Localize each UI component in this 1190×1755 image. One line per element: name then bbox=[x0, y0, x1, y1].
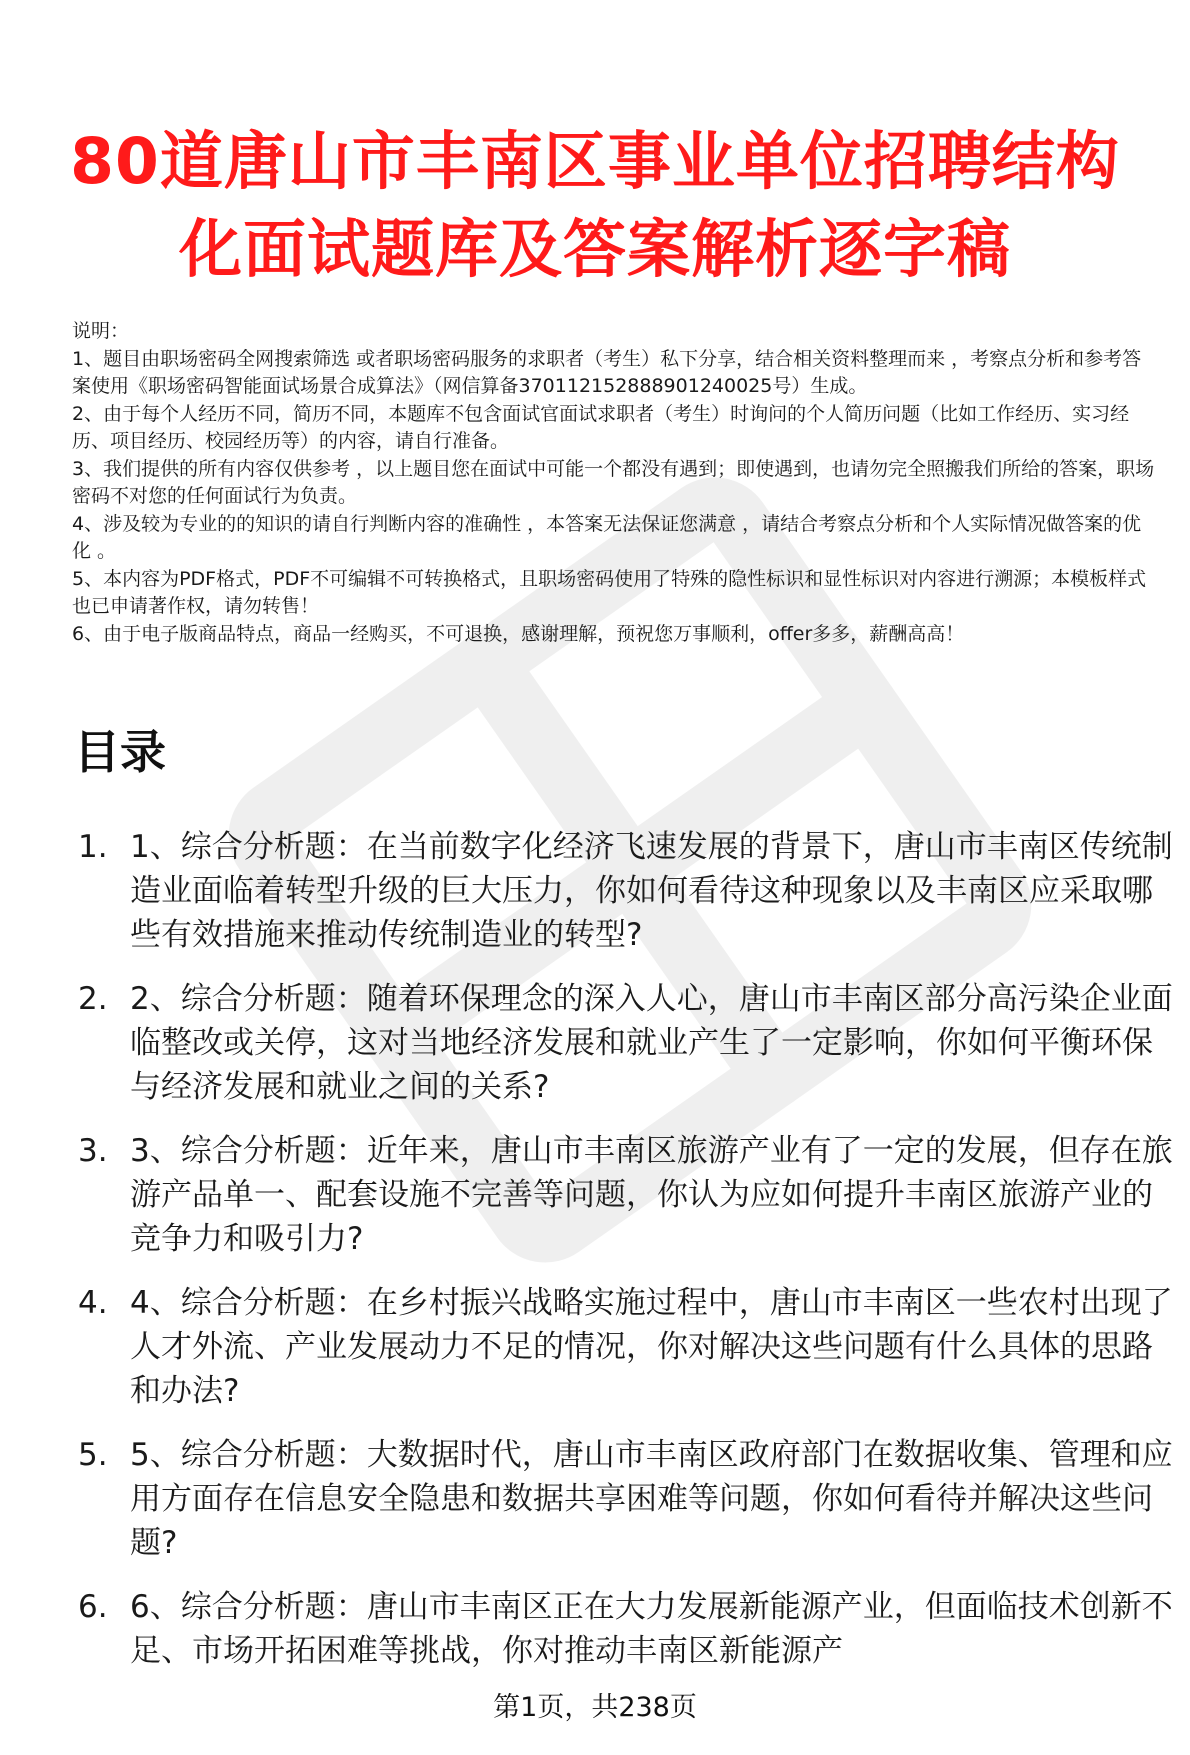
toc-item[interactable] bbox=[74, 825, 1174, 957]
notes-heading: 说明： bbox=[72, 320, 130, 342]
toc-item-text: 3、综合分析题：近年来，唐山市丰南区旅游产业有了一定的发展，但存在旅游产品单一、配套设施不完善等问题，你认为应如何提升丰南区旅游产业的竞争力和吸引力? bbox=[130, 1133, 1173, 1257]
note-item: 1、题目由职场密码全网搜索筛选 或者职场密码服务的求职者（考生）私下分享，结合相关资料整理而来 ，考察点分析和参考答案使用《职场密码智能面试场景合成算法》（网信算备370112152888901240025号）生成。 bbox=[72, 347, 1142, 397]
toc-item-number: 3. bbox=[78, 1133, 108, 1169]
toc-item-number: 1. bbox=[78, 829, 108, 865]
notes-section bbox=[72, 318, 1157, 648]
toc-item[interactable] bbox=[74, 1281, 1174, 1413]
toc-item-text: 1、综合分析题：在当前数字化经济飞速发展的背景下，唐山市丰南区传统制造业面临着转型升级的巨大压力，你如何看待这种现象以及丰南区应采取哪些有效措施来推动传统制造业的转型? bbox=[130, 829, 1173, 953]
toc-item-number: 2. bbox=[78, 981, 108, 1017]
note-item: 2、由于每个人经历不同，简历不同，本题库不包含面试官面试求职者（考生）时询问的个人简历问题（比如工作经历、实习经历、项目经历、校园经历等）的内容，请自行准备。 bbox=[72, 402, 1130, 452]
document-title: 80道唐山市丰南区事业单位招聘结构化面试题库及答案解析逐字稿 bbox=[70, 125, 1120, 286]
note-item: 4、涉及较为专业的的知识的请自行判断内容的准确性 ，本答案无法保证您满意 ，请结合考察点分析和个人实际情况做答案的优化 。 bbox=[72, 512, 1142, 562]
page-number: 第1页，共238页 bbox=[493, 1692, 697, 1723]
note-item: 6、由于电子版商品特点，商品一经购买，不可退换，感谢理解，预祝您万事顺利，offer多多，薪酬高高！ bbox=[72, 622, 965, 645]
toc-item-text: 6、综合分析题：唐山市丰南区正在大力发展新能源产业，但面临技术创新不足、市场开拓困难等挑战，你对推动丰南区新能源产 bbox=[130, 1589, 1173, 1669]
toc-item-number: 4. bbox=[78, 1285, 108, 1321]
toc-item-text: 4、综合分析题：在乡村振兴战略实施过程中，唐山市丰南区一些农村出现了人才外流、产业发展动力不足的情况，你对解决这些问题有什么具体的思路和办法? bbox=[130, 1285, 1173, 1409]
toc-item[interactable] bbox=[74, 1433, 1174, 1565]
toc-list bbox=[74, 825, 1174, 1693]
toc-item-text: 5、综合分析题：大数据时代，唐山市丰南区政府部门在数据收集、管理和应用方面存在信息安全隐患和数据共享困难等问题，你如何看待并解决这些问题? bbox=[130, 1437, 1173, 1561]
toc-item-number: 5. bbox=[78, 1437, 108, 1473]
toc-heading: 目录 bbox=[74, 725, 166, 779]
toc-item-text: 2、综合分析题：随着环保理念的深入人心，唐山市丰南区部分高污染企业面临整改或关停，这对当地经济发展和就业产生了一定影响，你如何平衡环保与经济发展和就业之间的关系? bbox=[130, 981, 1173, 1105]
toc-item[interactable] bbox=[74, 1129, 1174, 1261]
toc-item[interactable] bbox=[74, 977, 1174, 1109]
note-item: 5、本内容为PDF格式，PDF不可编辑不可转换格式，且职场密码使用了特殊的隐性标识和显性标识对内容进行溯源；本模板样式也已申请著作权，请勿转售！ bbox=[72, 567, 1147, 617]
toc-item-number: 6. bbox=[78, 1589, 108, 1625]
toc-item[interactable] bbox=[74, 1585, 1174, 1673]
note-item: 3、我们提供的所有内容仅供参考 ，以上题目您在面试中可能一个都没有遇到；即使遇到，也请勿完全照搬我们所给的答案，职场密码不对您的任何面试行为负责。 bbox=[72, 457, 1155, 507]
